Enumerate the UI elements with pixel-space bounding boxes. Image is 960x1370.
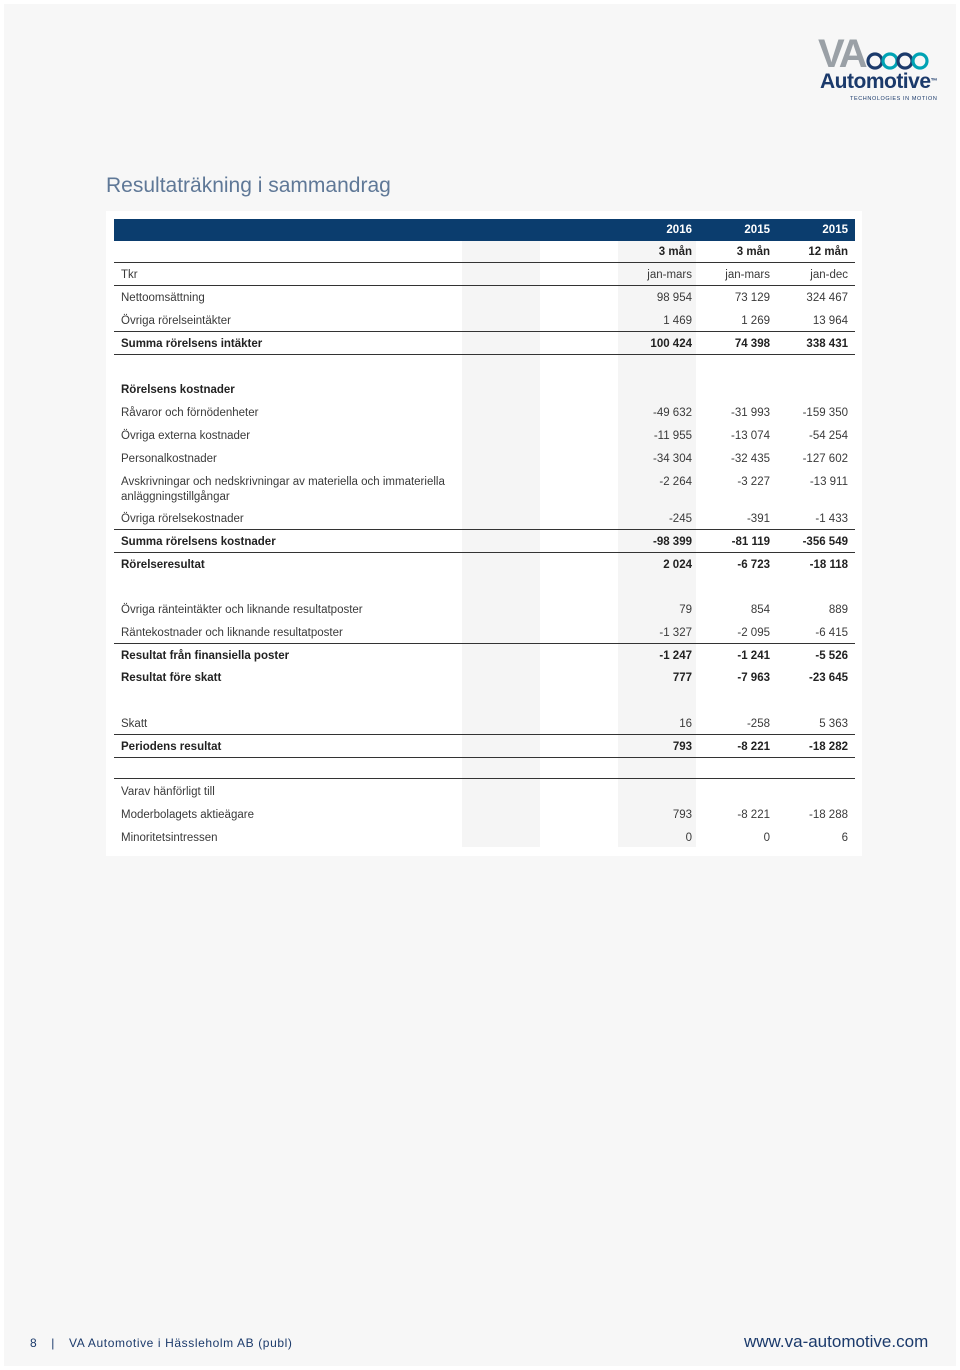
row-value-1: -49 632	[652, 407, 692, 419]
row-value-3: 324 467	[806, 292, 848, 304]
row-value-3: -23 645	[808, 672, 848, 684]
row-value-3: -18 282	[808, 741, 848, 753]
logo-tagline: TECHNOLOGIES IN MOTION	[850, 96, 938, 102]
row-value-1: -34 304	[652, 453, 692, 465]
section-divider	[114, 778, 855, 779]
row-value-1: 0	[685, 832, 692, 844]
row-value-1: -98 399	[652, 536, 692, 548]
row-label: Övriga ränteintäkter och liknande resultatposter	[121, 604, 363, 616]
row-value-1: 98 954	[656, 292, 692, 304]
company-name: VA Automotive i Hässleholm AB (publ)	[69, 1336, 293, 1350]
table-row	[114, 402, 855, 424]
table-row	[114, 310, 855, 332]
row-label: Skatt	[121, 718, 148, 730]
logo-mark: VA	[818, 32, 865, 76]
table-row	[114, 667, 855, 689]
row-value-3: -159 350	[802, 407, 848, 419]
row-value-1: -2 264	[659, 476, 692, 488]
row-value-2: -13 074	[730, 430, 770, 442]
section-heading	[114, 781, 855, 803]
row-value-2: 1 269	[741, 315, 770, 327]
row-value-1: 100 424	[650, 338, 692, 350]
row-value-2: -3 227	[737, 476, 770, 488]
row-value-2: 0	[763, 832, 770, 844]
row-label: Rörelseresultat	[121, 559, 205, 571]
row-label: Räntekostnader och liknande resultatposter	[121, 627, 343, 639]
header-period-3: 12 mån	[808, 246, 848, 258]
row-value-2: -2 095	[737, 627, 770, 639]
row-value-3: -13 911	[809, 476, 848, 488]
row-value-1: 793	[672, 741, 692, 753]
row-value-2: 73 129	[734, 292, 770, 304]
table-row	[114, 622, 855, 644]
row-value-1: 2 024	[663, 559, 692, 571]
row-value-2: -32 435	[730, 453, 770, 465]
row-label: Råvaror och förnödenheter	[121, 407, 259, 419]
header-year-1: 2016	[666, 224, 692, 236]
row-value-2: -31 993	[730, 407, 770, 419]
row-label: Övriga externa kostnader	[121, 430, 251, 442]
header-year-3: 2015	[822, 224, 848, 236]
table-row	[114, 827, 855, 849]
row-value-3: 889	[828, 604, 848, 616]
income-statement-table	[106, 211, 862, 856]
row-label: Avskrivningar och nedskrivningar av materiella och immateriella anläggningstillgångar	[121, 476, 445, 503]
row-value-1: -11 955	[653, 430, 692, 442]
table-row	[114, 554, 855, 576]
page-number: 8	[30, 1336, 38, 1350]
row-value-1: -245	[668, 513, 692, 525]
row-label: Periodens resultat	[121, 741, 222, 753]
row-value-1: 79	[679, 604, 692, 616]
row-label: Minoritetsintressen	[121, 832, 218, 844]
row-value-1: -1 327	[659, 627, 692, 639]
row-value-2: -7 963	[737, 672, 770, 684]
header-range-1: jan-mars	[647, 269, 692, 281]
header-range-2: jan-mars	[725, 269, 770, 281]
row-label: Rörelsens kostnader	[121, 384, 235, 396]
table-row	[114, 599, 855, 621]
row-value-3: 6	[841, 832, 848, 844]
row-value-3: -1 433	[815, 513, 848, 525]
section-heading	[114, 379, 855, 401]
row-value-1: 793	[672, 809, 692, 821]
row-value-3: 5 363	[819, 718, 848, 730]
table-row	[114, 471, 855, 508]
row-label: Resultat före skatt	[121, 672, 222, 684]
row-label: Övriga rörelseintäkter	[121, 315, 231, 327]
header-year-row	[114, 219, 855, 241]
row-label: Personalkostnader	[121, 453, 217, 465]
row-value-2: 74 398	[734, 338, 770, 350]
table-row	[114, 333, 855, 355]
row-label: Varav hänförligt till	[121, 786, 215, 798]
row-label: Summa rörelsens kostnader	[121, 536, 276, 548]
table-row	[114, 804, 855, 826]
row-value-2: -8 221	[737, 809, 770, 821]
footer-separator: |	[51, 1336, 55, 1350]
company-logo	[816, 32, 938, 104]
row-value-1: 1 469	[663, 315, 692, 327]
row-value-2: 854	[750, 604, 770, 616]
header-period-1: 3 mån	[658, 246, 692, 258]
table-row	[114, 448, 855, 470]
row-value-3: 338 431	[806, 338, 848, 350]
unit-label: Tkr	[121, 269, 138, 281]
row-value-3: -6 415	[815, 627, 848, 639]
header-year-2: 2015	[744, 224, 770, 236]
table-row	[114, 713, 855, 735]
table-row	[114, 531, 855, 553]
row-value-2: -6 723	[737, 559, 770, 571]
row-value-3: -356 549	[802, 536, 848, 548]
row-value-2: -81 119	[731, 536, 770, 548]
row-label: Resultat från finansiella poster	[121, 650, 290, 662]
table-row	[114, 508, 855, 530]
header-range-3: jan-dec	[810, 269, 848, 281]
website-link[interactable]: www.va-automotive.com	[744, 1332, 929, 1351]
table-row	[114, 425, 855, 447]
row-value-1: -1 247	[659, 650, 692, 662]
row-value-2: -258	[746, 718, 770, 730]
table-row	[114, 645, 855, 667]
row-value-2: -8 221	[737, 741, 770, 753]
table-row	[114, 287, 855, 309]
row-label: Nettoomsättning	[121, 292, 205, 304]
logo-wordmark: Automotive™	[820, 70, 937, 93]
table-row	[114, 736, 855, 758]
page	[4, 4, 956, 1366]
row-value-3: -5 526	[815, 650, 848, 662]
logo-rings-icon	[866, 50, 932, 72]
row-label: Övriga rörelsekostnader	[121, 513, 244, 525]
row-value-2: -391	[746, 513, 770, 525]
header-period-2: 3 mån	[736, 246, 770, 258]
row-value-3: -18 288	[808, 809, 848, 821]
header-range-row	[114, 264, 855, 286]
row-value-3: 13 964	[812, 315, 848, 327]
row-label: Moderbolagets aktieägare	[121, 809, 254, 821]
row-value-3: -54 254	[808, 430, 848, 442]
row-value-2: -1 241	[737, 650, 770, 662]
row-value-3: -18 118	[809, 559, 848, 571]
row-value-1: 777	[672, 672, 692, 684]
row-value-3: -127 602	[802, 453, 848, 465]
footer-company	[30, 1336, 292, 1350]
row-label: Summa rörelsens intäkter	[121, 338, 263, 350]
row-value-1: 16	[679, 718, 692, 730]
header-period-row	[114, 241, 855, 263]
page-title: Resultaträkning i sammandrag	[106, 174, 391, 197]
